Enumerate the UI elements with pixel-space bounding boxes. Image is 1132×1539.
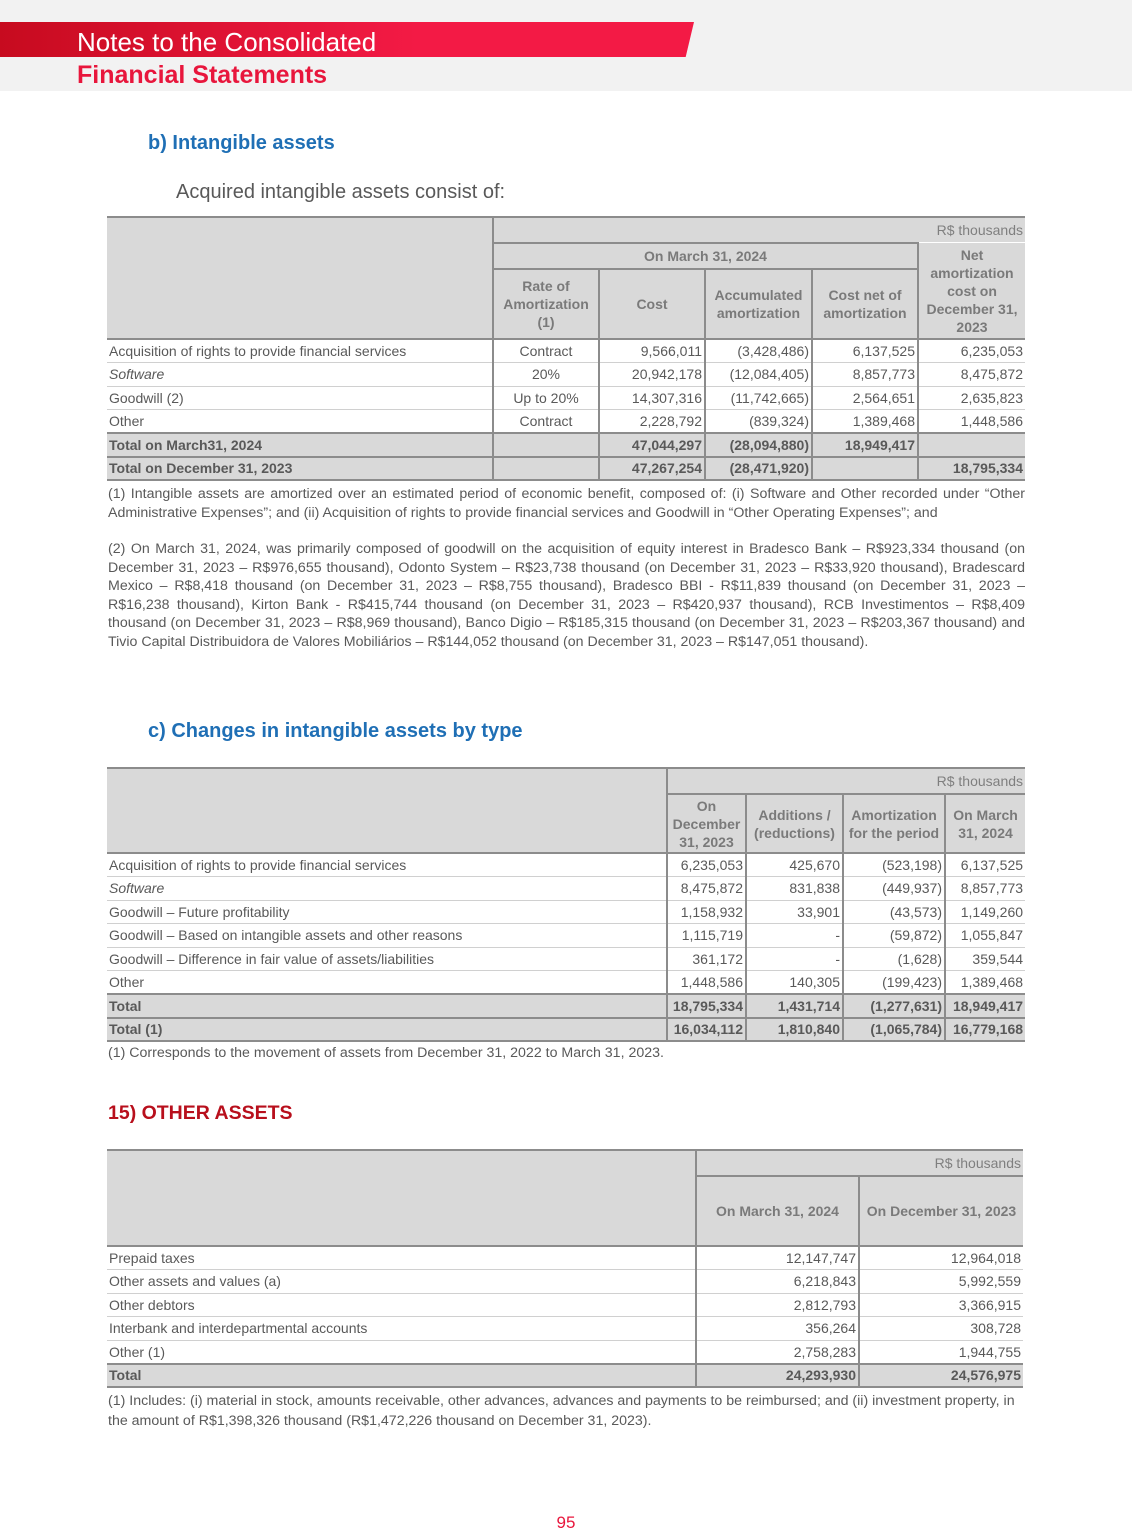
row-rate: 20%	[493, 363, 599, 387]
total-amort: (1,065,784)	[843, 1018, 945, 1042]
other-assets-note: (1) Includes: (i) material in stock, amounts receivable, other advances, advances and payments to be reimbursed; and (ii) investment property, in the amount of R$1,398,326 thousand (R$1,472,226 thousand on December 31, 2023).	[108, 1393, 1015, 1429]
total-dec: 16,034,112	[667, 1018, 746, 1042]
total-mar: 24,293,930	[696, 1364, 859, 1388]
row-label: Software	[107, 877, 667, 901]
other-col-mar: On March 31, 2024	[696, 1176, 859, 1246]
intangible-col-accum: Accumulated amortization	[705, 269, 812, 339]
row-amort: (1,628)	[843, 947, 945, 971]
row-mar: 356,264	[696, 1317, 859, 1341]
row-dec: 8,475,872	[667, 877, 746, 901]
row-label: Goodwill – Difference in fair value of assets/liabilities	[107, 947, 667, 971]
row-amort: (43,573)	[843, 900, 945, 924]
total-dec: 18,795,334	[667, 994, 746, 1018]
table-row	[107, 853, 1025, 877]
row-dec: 1,448,586	[667, 971, 746, 995]
row-label: Other debtors	[107, 1293, 696, 1317]
row-net: 2,564,651	[812, 386, 918, 410]
total-row	[107, 457, 1025, 481]
row-mar: 2,758,283	[696, 1340, 859, 1364]
total-label: Total	[107, 1364, 696, 1388]
row-accum: (12,084,405)	[705, 363, 812, 387]
table-row	[107, 410, 1025, 434]
other-unit: R$ thousands	[696, 1150, 1023, 1176]
table-row	[107, 947, 1025, 971]
row-dec: 8,475,872	[918, 363, 1025, 387]
table-row	[107, 900, 1025, 924]
row-dec: 5,992,559	[859, 1270, 1023, 1294]
row-label: Other	[107, 410, 493, 434]
total-net-empty	[812, 457, 918, 481]
row-dec: 6,235,053	[918, 339, 1025, 363]
row-dec: 361,172	[667, 947, 746, 971]
row-label: Goodwill (2)	[107, 386, 493, 410]
total-add: 1,810,840	[746, 1018, 843, 1042]
row-mar: 1,055,847	[945, 924, 1025, 948]
other-assets-section-title: 15) OTHER ASSETS	[108, 1102, 293, 1124]
row-accum: (839,324)	[705, 410, 812, 434]
row-label: Software	[107, 363, 493, 387]
row-dec: 1,158,932	[667, 900, 746, 924]
row-dec: 1,115,719	[667, 924, 746, 948]
row-cost: 2,228,792	[599, 410, 705, 434]
total-dec: 18,795,334	[918, 457, 1025, 481]
row-add: 140,305	[746, 971, 843, 995]
changes-col-amort: Amortization for the period	[843, 794, 945, 853]
total-row	[107, 433, 1025, 457]
total-accum: (28,471,920)	[705, 457, 812, 481]
total-row	[107, 1364, 1023, 1388]
total-label: Total on December 31, 2023	[107, 457, 493, 481]
total-net: 18,949,417	[812, 433, 918, 457]
intangible-section-title: b) Intangible assets	[148, 132, 335, 154]
table-row	[107, 971, 1025, 995]
row-rate: Contract	[493, 410, 599, 434]
row-mar: 1,389,468	[945, 971, 1025, 995]
total-accum: (28,094,880)	[705, 433, 812, 457]
row-mar: 1,149,260	[945, 900, 1025, 924]
total-dec-empty	[918, 433, 1025, 457]
row-mar: 8,857,773	[945, 877, 1025, 901]
row-mar: 359,544	[945, 947, 1025, 971]
total-rate-empty	[493, 457, 599, 481]
changes-header-blank	[107, 768, 667, 853]
page-number: 95	[556, 1513, 576, 1532]
table-row	[107, 1293, 1023, 1317]
total-rate-empty	[493, 433, 599, 457]
row-dec: 1,944,755	[859, 1340, 1023, 1364]
intangible-col-cost: Cost	[599, 269, 705, 339]
row-label: Prepaid taxes	[107, 1246, 696, 1270]
total-amort: (1,277,631)	[843, 994, 945, 1018]
row-dec: 308,728	[859, 1317, 1023, 1341]
row-amort: (449,937)	[843, 877, 945, 901]
row-label: Interbank and interdepartmental accounts	[107, 1317, 696, 1341]
row-amort: (199,423)	[843, 971, 945, 995]
intangible-note-2: (2) On March 31, 2024, was primarily composed of goodwill on the acquisition of equity interest in Bradesco Bank – R$923,334 thousand (on December 31, 2023 – R$976,655 thousand), Odonto System – R$23,738 thousand (on December 31, 2023 – R$33,920 thousand), Bradescard Mexico – R$8,418 thousand (on December 31, 2023 – R$8,755 thousand), Bradesco BBI - R$11,839 thousand (on December 31, 2023 – R$16,238 thousand), Kirton Bank - R$415,744 thousand (on December 31, 2023 – R$420,937 thousand), RCB Investimentos – R$8,409 thousand (on December 31, 2023 – R$8,969 thousand), Banco Digio – R$185,315 thousand (on December 31, 2023 – R$203,367 thousand) and Tivio Capital Distribuidora de Valores Mobiliários – R$144,052 thousand (on December 31, 2023 – R$147,051 thousand).	[108, 541, 1025, 650]
intangible-col-net: Cost net of amortization	[812, 269, 918, 339]
total-row	[107, 1018, 1025, 1042]
row-accum: (3,428,486)	[705, 339, 812, 363]
table-row	[107, 1317, 1023, 1341]
changes-col-mar: On March 31, 2024	[945, 794, 1025, 853]
row-cost: 14,307,316	[599, 386, 705, 410]
row-dec: 3,366,915	[859, 1293, 1023, 1317]
changes-col-add: Additions / (reductions)	[746, 794, 843, 853]
table-row	[107, 1340, 1023, 1364]
row-cost: 9,566,011	[599, 339, 705, 363]
changes-unit: R$ thousands	[667, 768, 1025, 794]
total-label: Total (1)	[107, 1018, 667, 1042]
intangible-col-rate: Rate of Amortization (1)	[493, 269, 599, 339]
row-label: Acquisition of rights to provide financial services	[107, 339, 493, 363]
intangible-group-header: On March 31, 2024	[493, 243, 918, 269]
changes-note: (1) Corresponds to the movement of assets from December 31, 2022 to March 31, 2023.	[108, 1045, 664, 1061]
row-mar: 2,812,793	[696, 1293, 859, 1317]
intangible-unit: R$ thousands	[493, 217, 1025, 243]
header-title-line2: Financial Statements	[77, 61, 328, 89]
row-dec: 2,635,823	[918, 386, 1025, 410]
row-label: Acquisition of rights to provide financial services	[107, 853, 667, 877]
intangible-col-dec: Net amortization cost on December 31, 2023	[918, 243, 1025, 339]
changes-section-title: c) Changes in intangible assets by type	[148, 720, 523, 742]
row-cost: 20,942,178	[599, 363, 705, 387]
row-net: 8,857,773	[812, 363, 918, 387]
total-mar: 16,779,168	[945, 1018, 1025, 1042]
total-cost: 47,267,254	[599, 457, 705, 481]
row-label: Other	[107, 971, 667, 995]
header-title-line1: Notes to the Consolidated	[77, 27, 377, 57]
row-add: 831,838	[746, 877, 843, 901]
row-label: Goodwill – Based on intangible assets and other reasons	[107, 924, 667, 948]
row-amort: (523,198)	[843, 853, 945, 877]
intangible-assets-table	[107, 216, 1025, 481]
table-row	[107, 924, 1025, 948]
total-row	[107, 994, 1025, 1018]
row-label: Other (1)	[107, 1340, 696, 1364]
row-mar: 6,218,843	[696, 1270, 859, 1294]
table-row	[107, 363, 1025, 387]
intangible-note-1: (1) Intangible assets are amortized over an estimated period of economic benefit, composed of: (i) Software and Other recorded under “Other Administrative Expenses”; and (ii) Acquisition of rights to provide financial services and Goodwill in “Other Operating Expenses”; and	[108, 486, 1025, 521]
total-cost: 47,044,297	[599, 433, 705, 457]
row-net: 6,137,525	[812, 339, 918, 363]
other-col-dec: On December 31, 2023	[859, 1176, 1023, 1246]
total-add: 1,431,714	[746, 994, 843, 1018]
table-row	[107, 1270, 1023, 1294]
total-mar: 18,949,417	[945, 994, 1025, 1018]
total-label: Total	[107, 994, 667, 1018]
other-assets-table	[107, 1149, 1023, 1388]
row-dec: 12,964,018	[859, 1246, 1023, 1270]
table-row	[107, 339, 1025, 363]
row-add: 425,670	[746, 853, 843, 877]
intangible-changes-table	[107, 767, 1025, 1042]
table-row	[107, 877, 1025, 901]
other-header-blank	[107, 1150, 696, 1246]
intangible-header-blank	[107, 217, 493, 339]
table-row	[107, 386, 1025, 410]
row-label: Goodwill – Future profitability	[107, 900, 667, 924]
row-mar: 6,137,525	[945, 853, 1025, 877]
row-amort: (59,872)	[843, 924, 945, 948]
row-dec: 6,235,053	[667, 853, 746, 877]
row-add: 33,901	[746, 900, 843, 924]
row-label: Other assets and values (a)	[107, 1270, 696, 1294]
row-accum: (11,742,665)	[705, 386, 812, 410]
changes-col-dec: On December 31, 2023	[667, 794, 746, 853]
total-dec: 24,576,975	[859, 1364, 1023, 1388]
row-net: 1,389,468	[812, 410, 918, 434]
total-label: Total on March31, 2024	[107, 433, 493, 457]
table-row	[107, 1246, 1023, 1270]
intangible-intro: Acquired intangible assets consist of:	[176, 181, 506, 203]
row-add: -	[746, 947, 843, 971]
row-rate: Contract	[493, 339, 599, 363]
row-add: -	[746, 924, 843, 948]
row-dec: 1,448,586	[918, 410, 1025, 434]
row-mar: 12,147,747	[696, 1246, 859, 1270]
row-rate: Up to 20%	[493, 386, 599, 410]
